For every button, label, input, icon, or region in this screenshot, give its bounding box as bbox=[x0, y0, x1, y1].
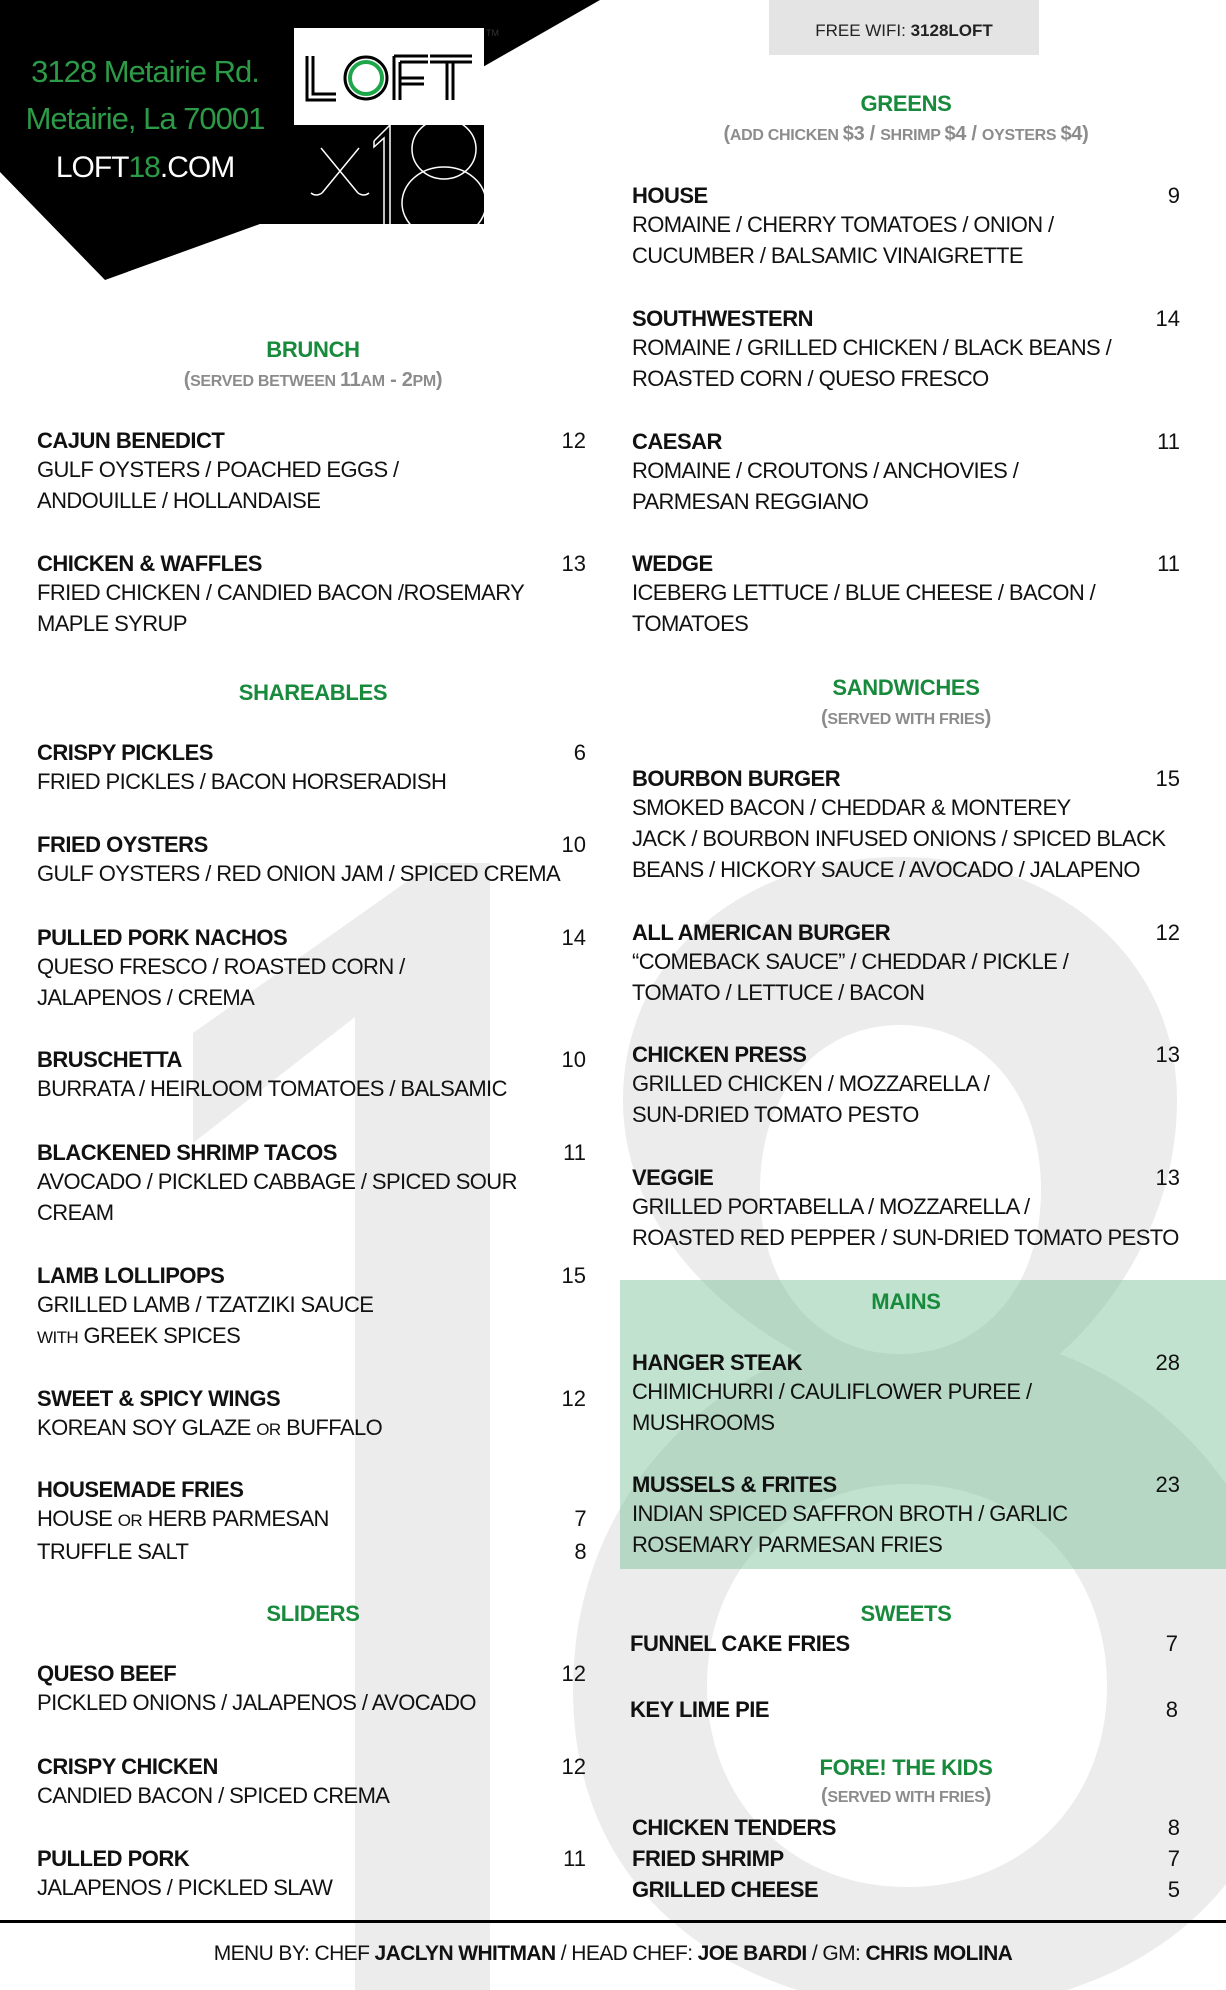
item-name: VEGGIE bbox=[632, 1165, 714, 1190]
chef-name: JACLYN WHITMAN bbox=[374, 1942, 556, 1965]
item-price: 12 bbox=[1155, 920, 1180, 945]
item-description: GRILLED CHICKEN / MOZZARELLA / bbox=[632, 1071, 990, 1096]
item-name: WEDGE bbox=[632, 551, 713, 576]
menu-item bbox=[37, 1386, 586, 1445]
menu-item bbox=[37, 1047, 586, 1104]
wifi-password: 3128LOFT bbox=[910, 21, 993, 40]
footer-divider bbox=[0, 1920, 1226, 1923]
item-price: 7 bbox=[1167, 1846, 1180, 1871]
section-sliders-header bbox=[40, 1601, 586, 1627]
item-description: PICKLED ONIONS / JALAPENOS / AVOCADO bbox=[37, 1690, 476, 1715]
website-prefix: LOFT bbox=[55, 151, 129, 184]
trademark-symbol: TM bbox=[486, 28, 499, 38]
section-kids-header bbox=[632, 1755, 1180, 1808]
item-description: ROMAINE / CROUTONS / ANCHOVIES / bbox=[632, 458, 1019, 483]
menu-item bbox=[632, 1165, 1180, 1253]
item-price: 14 bbox=[1155, 306, 1180, 331]
section-shareables-header bbox=[40, 680, 586, 706]
menu-item bbox=[632, 1877, 1180, 1903]
item-description: MUSHROOMS bbox=[632, 1410, 775, 1435]
item-name: CHICKEN TENDERS bbox=[632, 1815, 836, 1840]
section-sweets-header bbox=[632, 1601, 1180, 1627]
item-name: MUSSELS & FRITES bbox=[632, 1472, 837, 1497]
item-description: ROMAINE / CHERRY TOMATOES / ONION / bbox=[632, 212, 1054, 237]
item-description: ROMAINE / GRILLED CHICKEN / BLACK BEANS / bbox=[632, 335, 1112, 360]
item-name: GRILLED CHEESE bbox=[632, 1877, 819, 1902]
item-name: CAESAR bbox=[632, 429, 722, 454]
menu-item bbox=[632, 183, 1180, 271]
item-price: 28 bbox=[1155, 1350, 1180, 1375]
item-description: ROASTED RED PEPPER / SUN-DRIED TOMATO PESTO bbox=[632, 1225, 1179, 1250]
section-title: FORE! THE KIDS bbox=[819, 1755, 993, 1780]
website-accent: 18 bbox=[128, 151, 160, 184]
website-suffix: .COM bbox=[159, 151, 235, 184]
section-title: GREENS bbox=[860, 91, 952, 116]
item-name: FRIED OYSTERS bbox=[37, 832, 208, 857]
item-name: CHICKEN & WAFFLES bbox=[37, 551, 262, 576]
item-name: CRISPY CHICKEN bbox=[37, 1754, 218, 1779]
menu-item bbox=[632, 306, 1180, 394]
item-name: BRUSCHETTA bbox=[37, 1047, 182, 1072]
menu-item bbox=[632, 1472, 1180, 1560]
item-description: GULF OYSTERS / RED ONION JAM / SPICED CREMA bbox=[37, 861, 561, 886]
menu-item bbox=[37, 551, 586, 639]
menu-item bbox=[37, 925, 586, 1013]
section-title: SWEETS bbox=[860, 1601, 952, 1626]
item-price: 10 bbox=[561, 1047, 586, 1072]
item-name: HOUSEMADE FRIES bbox=[37, 1477, 244, 1502]
gm-name: CHRIS MOLINA bbox=[865, 1942, 1013, 1965]
item-description: ROASTED CORN / QUESO FRESCO bbox=[632, 366, 989, 391]
item-name: SOUTHWESTERN bbox=[632, 306, 813, 331]
section-subtitle: (SERVED WITH FRIES) bbox=[820, 707, 992, 729]
item-description: JALAPENOS / PICKLED SLAW bbox=[37, 1875, 333, 1900]
item-description: CREAM bbox=[37, 1200, 114, 1225]
item-description: INDIAN SPICED SAFFRON BROTH / GARLIC bbox=[632, 1501, 1068, 1526]
menu-item bbox=[632, 1815, 1180, 1841]
item-description: TOMATOES bbox=[632, 611, 749, 636]
menu-item bbox=[632, 429, 1180, 517]
item-name: SWEET & SPICY WINGS bbox=[37, 1386, 281, 1411]
item-description: SUN-DRIED TOMATO PESTO bbox=[632, 1102, 919, 1127]
menu-item bbox=[630, 1631, 1178, 1657]
golf-clubs-icon bbox=[294, 125, 484, 224]
item-price: 13 bbox=[1155, 1165, 1180, 1190]
item-description: CUCUMBER / BALSAMIC VINAIGRETTE bbox=[632, 243, 1023, 268]
item-name: FUNNEL CAKE FRIES bbox=[630, 1631, 850, 1656]
menu-item bbox=[37, 1846, 586, 1903]
item-price: 15 bbox=[561, 1263, 586, 1288]
item-price: 6 bbox=[573, 740, 586, 765]
head-chef-name: JOE BARDI bbox=[697, 1942, 807, 1965]
footer-credits: MENU BY: CHEF JACLYN WHITMAN / HEAD CHEF: JOE BARDI / GM: CHRIS MOLINA bbox=[213, 1942, 1013, 1965]
menu-item bbox=[632, 766, 1180, 885]
menu-item bbox=[37, 428, 586, 516]
item-price: 11 bbox=[563, 1140, 586, 1165]
item-price: 14 bbox=[561, 925, 586, 950]
section-title: MAINS bbox=[871, 1289, 941, 1314]
menu-item bbox=[37, 1661, 586, 1718]
item-description: AVOCADO / PICKLED CABBAGE / SPICED SOUR bbox=[37, 1169, 517, 1194]
menu-item bbox=[37, 1263, 586, 1353]
item-price: 8 bbox=[1165, 1697, 1178, 1722]
item-description: GULF OYSTERS / POACHED EGGS / bbox=[37, 457, 399, 482]
item-price: 10 bbox=[561, 832, 586, 857]
menu-item bbox=[632, 920, 1180, 1008]
item-description: QUESO FRESCO / ROASTED CORN / bbox=[37, 954, 405, 979]
item-price: 15 bbox=[1155, 766, 1180, 791]
menu-item bbox=[632, 551, 1180, 639]
item-name: HOUSE bbox=[632, 183, 708, 208]
item-price: 11 bbox=[1157, 551, 1180, 576]
item-price: 8 bbox=[574, 1539, 586, 1564]
item-price: 7 bbox=[1165, 1631, 1178, 1656]
section-mains-header bbox=[632, 1289, 1180, 1315]
item-name: CRISPY PICKLES bbox=[37, 740, 213, 765]
item-description: PARMESAN REGGIANO bbox=[632, 489, 869, 514]
section-greens-header bbox=[632, 91, 1180, 146]
section-subtitle: (SERVED BETWEEN 11AM - 2PM) bbox=[183, 369, 443, 391]
item-price: 13 bbox=[1155, 1042, 1180, 1067]
item-description: SMOKED BACON / CHEDDAR & MONTEREY bbox=[632, 795, 1071, 820]
item-name: BOURBON BURGER bbox=[632, 766, 841, 791]
item-description: FRIED CHICKEN / CANDIED BACON /ROSEMARY bbox=[37, 580, 525, 605]
section-title: SHAREABLES bbox=[238, 680, 388, 705]
menu-item bbox=[37, 740, 586, 797]
item-description: FRIED PICKLES / BACON HORSERADISH bbox=[37, 769, 447, 794]
menu-item bbox=[37, 832, 586, 889]
item-price: 11 bbox=[563, 1846, 586, 1871]
item-name: ALL AMERICAN BURGER bbox=[632, 920, 891, 945]
menu-item bbox=[630, 1697, 1178, 1723]
item-price: 5 bbox=[1167, 1877, 1180, 1902]
item-description: BEANS / HICKORY SAUCE / AVOCADO / JALAPENO bbox=[632, 857, 1140, 882]
item-price: 23 bbox=[1155, 1472, 1180, 1497]
section-title: SANDWICHES bbox=[832, 675, 980, 700]
section-subtitle: (SERVED WITH FRIES) bbox=[820, 1785, 992, 1807]
logo-wordmark-panel bbox=[294, 28, 484, 125]
item-price: 8 bbox=[1167, 1815, 1180, 1840]
item-name: FRIED SHRIMP bbox=[632, 1846, 784, 1871]
wifi-banner bbox=[769, 0, 1039, 55]
item-price: 12 bbox=[561, 1754, 586, 1779]
item-option: HOUSE OR HERB PARMESAN 7 bbox=[37, 1503, 586, 1536]
wifi-label: FREE WIFI: bbox=[815, 21, 906, 40]
item-description: CHIMICHURRI / CAULIFLOWER PUREE / bbox=[632, 1379, 1032, 1404]
item-price: 7 bbox=[574, 1506, 586, 1531]
item-name: BLACKENED SHRIMP TACOS bbox=[37, 1140, 337, 1165]
item-name: QUESO BEEF bbox=[37, 1661, 177, 1686]
item-price: 11 bbox=[1157, 429, 1180, 454]
item-description: ANDOUILLE / HOLLANDAISE bbox=[37, 488, 321, 513]
item-name: HANGER STEAK bbox=[632, 1350, 803, 1375]
item-price: 12 bbox=[561, 1386, 586, 1411]
loft-wordmark-icon bbox=[294, 28, 484, 125]
item-name: LAMB LOLLIPOPS bbox=[37, 1263, 225, 1288]
menu-item bbox=[37, 1754, 586, 1811]
item-name: PULLED PORK bbox=[37, 1846, 190, 1871]
item-price: 13 bbox=[561, 551, 586, 576]
item-price: 9 bbox=[1167, 183, 1180, 208]
item-description: JACK / BOURBON INFUSED ONIONS / SPICED BLACK bbox=[632, 826, 1166, 851]
item-description: GRILLED PORTABELLA / MOZZARELLA / bbox=[632, 1194, 1030, 1219]
item-description: CANDIED BACON / SPICED CREMA bbox=[37, 1783, 390, 1808]
address-city: Metairie, La 70001 bbox=[25, 101, 265, 136]
item-price: 12 bbox=[561, 1661, 586, 1686]
menu-item bbox=[37, 1477, 586, 1567]
item-option: TRUFFLE SALT 8 bbox=[37, 1536, 586, 1567]
item-description: BURRATA / HEIRLOOM TOMATOES / BALSAMIC bbox=[37, 1076, 507, 1101]
section-brunch-header bbox=[40, 337, 586, 392]
section-sandwiches-header bbox=[632, 675, 1180, 730]
logo-number-panel bbox=[294, 125, 484, 224]
item-description: KOREAN SOY GLAZE OR BUFFALO bbox=[37, 1415, 383, 1440]
item-description: JALAPENOS / CREMA bbox=[37, 985, 255, 1010]
item-description: “COMEBACK SAUCE” / CHEDDAR / PICKLE / bbox=[632, 949, 1069, 974]
website-link[interactable] bbox=[0, 151, 290, 185]
menu-item bbox=[632, 1846, 1180, 1872]
menu-item bbox=[37, 1140, 586, 1228]
item-description: MAPLE SYRUP bbox=[37, 611, 187, 636]
item-description: TOMATO / LETTUCE / BACON bbox=[632, 980, 925, 1005]
item-name: CHICKEN PRESS bbox=[632, 1042, 807, 1067]
item-description: GRILLED LAMB / TZATZIKI SAUCE bbox=[37, 1292, 374, 1317]
section-title: SLIDERS bbox=[266, 1601, 360, 1626]
section-title: BRUNCH bbox=[266, 337, 360, 362]
loft18-logo bbox=[294, 28, 484, 224]
item-name: CAJUN BENEDICT bbox=[37, 428, 225, 453]
address-street: 3128 Metairie Rd. bbox=[31, 54, 259, 89]
item-description: WITH GREEK SPICES bbox=[37, 1323, 241, 1348]
item-description: ICEBERG LETTUCE / BLUE CHEESE / BACON / bbox=[632, 580, 1096, 605]
menu-item bbox=[632, 1350, 1180, 1438]
item-name: KEY LIME PIE bbox=[630, 1697, 770, 1722]
section-subtitle: (ADD CHICKEN $3 / SHRIMP $4 / OYSTERS $4) bbox=[723, 123, 1089, 145]
item-name: PULLED PORK NACHOS bbox=[37, 925, 288, 950]
item-price: 12 bbox=[561, 428, 586, 453]
item-description: ROSEMARY PARMESAN FRIES bbox=[632, 1532, 943, 1557]
menu-item bbox=[632, 1042, 1180, 1130]
